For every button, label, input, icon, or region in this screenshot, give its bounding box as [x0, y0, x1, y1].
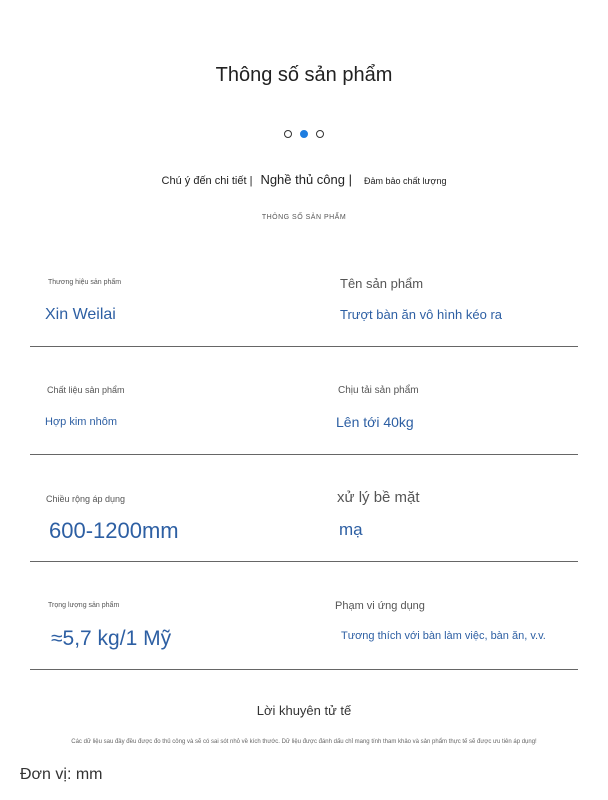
- spec-label-width: Chiều rộng áp dụng: [46, 494, 126, 504]
- spec-row-1: [30, 262, 578, 347]
- spec-value-brand: Xin Weilai: [45, 306, 116, 323]
- spec-row-3: [30, 454, 578, 562]
- spec-row-4: [30, 561, 578, 670]
- slogan-part-1: Chú ý đến chi tiết |: [161, 175, 253, 187]
- spec-label-surface: xử lý bề mặt: [337, 489, 420, 506]
- advice-title: Lời khuyên tử tế: [256, 703, 352, 718]
- unit-label: Đơn vị: mm: [20, 766, 103, 783]
- advice-text: Các dữ liệu sau đây đều được đo thủ công và sẽ có sai sót nhỏ về kích thước. Dữ liệu được đánh dấu chỉ mang tính tham khảo và sản phẩm thực tế sẽ được ưu tiên áp dụng!: [71, 739, 537, 745]
- spec-value-load: Lên tới 40kg: [336, 414, 414, 430]
- spec-value-surface: mạ: [339, 520, 363, 539]
- spec-value-application: Tương thích với bàn làm việc, bàn ăn, v.v.: [341, 630, 546, 642]
- spec-label-brand: Thương hiệu sản phẩm: [48, 279, 122, 286]
- page-title: Thông số sản phẩm: [215, 64, 393, 86]
- section-tag: THÔNG SỐ SẢN PHẨM: [261, 214, 347, 221]
- spec-value-weight: ≈5,7 kg/1 Mỹ: [51, 627, 172, 650]
- spec-row-2: [30, 346, 578, 455]
- slogan: [0, 172, 608, 187]
- carousel-dot-3[interactable]: [316, 130, 324, 138]
- spec-value-name: Trượt bàn ăn vô hình kéo ra: [340, 307, 502, 322]
- spec-value-material: Hợp kim nhôm: [45, 416, 118, 428]
- slogan-part-2: Nghề thủ công |: [260, 172, 352, 187]
- carousel-indicator: [0, 130, 608, 138]
- spec-label-weight: Trọng lượng sản phẩm: [48, 602, 120, 609]
- carousel-dot-2[interactable]: [300, 130, 308, 138]
- spec-label-material: Chất liệu sản phẩm: [47, 385, 125, 395]
- spec-label-load: Chịu tải sản phẩm: [338, 385, 419, 396]
- spec-value-width: 600-1200mm: [49, 518, 179, 543]
- spec-label-name: Tên sản phẩm: [340, 276, 424, 291]
- spec-label-application: Phạm vi ứng dụng: [335, 600, 425, 612]
- slogan-part-3: Đảm bảo chất lượng: [364, 176, 447, 186]
- carousel-dot-1[interactable]: [284, 130, 292, 138]
